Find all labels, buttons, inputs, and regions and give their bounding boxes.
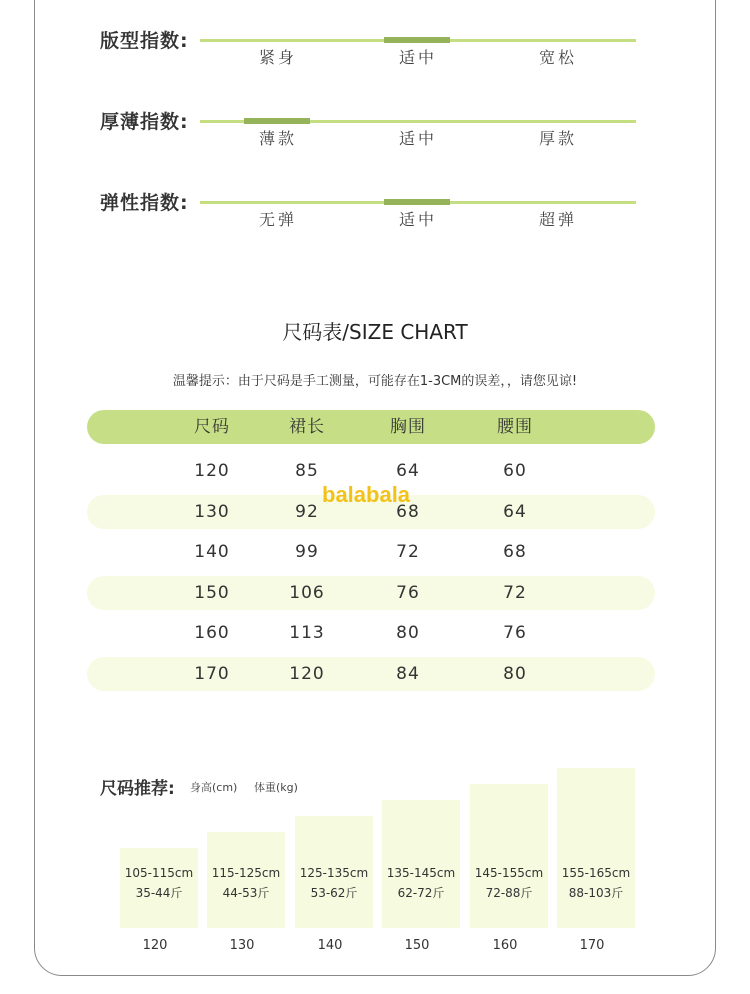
cell-size: 160: [194, 623, 230, 643]
size-chart-tip: 温馨提示：由于尺码是手工测量，可能存在1-3CM的误差，，请您见谅!: [172, 374, 578, 389]
cell-chest: 80: [396, 623, 420, 643]
fit-index: [100, 26, 640, 66]
thickness-index-label: 厚薄指数:: [100, 111, 189, 133]
cell-length: 106: [289, 583, 325, 603]
elasticity-index-marker: [384, 199, 450, 205]
thickness-option-2: 适中: [398, 129, 437, 148]
thickness-index: [100, 107, 640, 147]
cell-chest: 84: [396, 664, 420, 684]
table-row: [87, 657, 655, 691]
recommend-weight-130: 44-53斤: [222, 886, 270, 900]
recommend-size-170: 170: [579, 938, 605, 953]
header-length: 裙长: [289, 417, 325, 437]
cell-waist: 80: [503, 664, 527, 684]
elasticity-index: [100, 188, 640, 228]
recommend-height-160: 145-155cm: [474, 866, 544, 880]
recommend-height-150: 135-145cm: [386, 866, 456, 880]
recommend-size-150: 150: [404, 938, 430, 953]
cell-chest: 68: [396, 502, 420, 522]
header-size: 尺码: [194, 417, 230, 437]
recommend-size-140: 140: [317, 938, 343, 953]
recommend-bar-170: [557, 768, 635, 928]
cell-chest: 72: [396, 542, 420, 562]
fit-option-2: 适中: [398, 48, 437, 67]
recommend-height-130: 115-125cm: [211, 866, 281, 880]
recommend-weight-140: 53-62斤: [310, 886, 358, 900]
fit-index-label: 版型指数:: [100, 30, 189, 52]
recommend-size-130: 130: [229, 938, 255, 953]
elasticity-option-3: 超弹: [538, 210, 577, 229]
recommend-weight-160: 72-88斤: [485, 886, 533, 900]
elasticity-option-1: 无弹: [258, 210, 297, 229]
recommend-height-unit: 身高(cm): [190, 781, 238, 794]
fit-option-1: 紧身: [258, 48, 297, 67]
cell-chest: 76: [396, 583, 420, 603]
cell-waist: 64: [503, 502, 527, 522]
cell-size: 130: [194, 502, 230, 522]
recommend-weight-150: 62-72斤: [397, 886, 445, 900]
cell-length: 120: [289, 664, 325, 684]
thickness-option-1: 薄款: [258, 129, 297, 148]
fit-index-marker: [384, 37, 450, 43]
thickness-index-marker: [244, 118, 310, 124]
cell-length: 85: [295, 461, 319, 481]
recommend-weight-120: 35-44斤: [135, 886, 183, 900]
cell-size: 150: [194, 583, 230, 603]
thickness-option-3: 厚款: [538, 129, 577, 148]
recommend-bar-160: [470, 784, 548, 928]
size-table-header: [87, 410, 655, 444]
recommend-height-120: 105-115cm: [124, 866, 194, 880]
recommend-size-160: 160: [492, 938, 518, 953]
recommend-label: 尺码推荐:: [100, 779, 175, 799]
cell-waist: 72: [503, 583, 527, 603]
elasticity-index-label: 弹性指数:: [100, 192, 189, 214]
recommend-weight-170: 88-103斤: [568, 886, 624, 900]
brand-watermark: balabala: [322, 482, 411, 507]
table-row: [87, 616, 655, 650]
cell-length: 99: [295, 542, 319, 562]
cell-waist: 60: [503, 461, 527, 481]
cell-waist: 76: [503, 623, 527, 643]
header-chest: 胸围: [390, 417, 426, 437]
table-row: [87, 535, 655, 569]
cell-chest: 64: [396, 461, 420, 481]
recommend-bar-130: [207, 832, 285, 928]
recommend-weight-unit: 体重(kg): [254, 781, 298, 794]
cell-size: 170: [194, 664, 230, 684]
table-row: [87, 576, 655, 610]
recommend-bar-150: [382, 800, 460, 928]
size-chart-title: 尺码表/SIZE CHART: [282, 320, 468, 344]
cell-waist: 68: [503, 542, 527, 562]
recommend-height-140: 125-135cm: [299, 866, 369, 880]
recommend-size-120: 120: [142, 938, 168, 953]
header-waist: 腰围: [497, 417, 533, 437]
cell-size: 120: [194, 461, 230, 481]
cell-length: 92: [295, 502, 319, 522]
fit-option-3: 宽松: [538, 48, 577, 67]
elasticity-option-2: 适中: [398, 210, 437, 229]
cell-size: 140: [194, 542, 230, 562]
recommend-height-170: 155-165cm: [561, 866, 631, 880]
cell-length: 113: [289, 623, 325, 643]
